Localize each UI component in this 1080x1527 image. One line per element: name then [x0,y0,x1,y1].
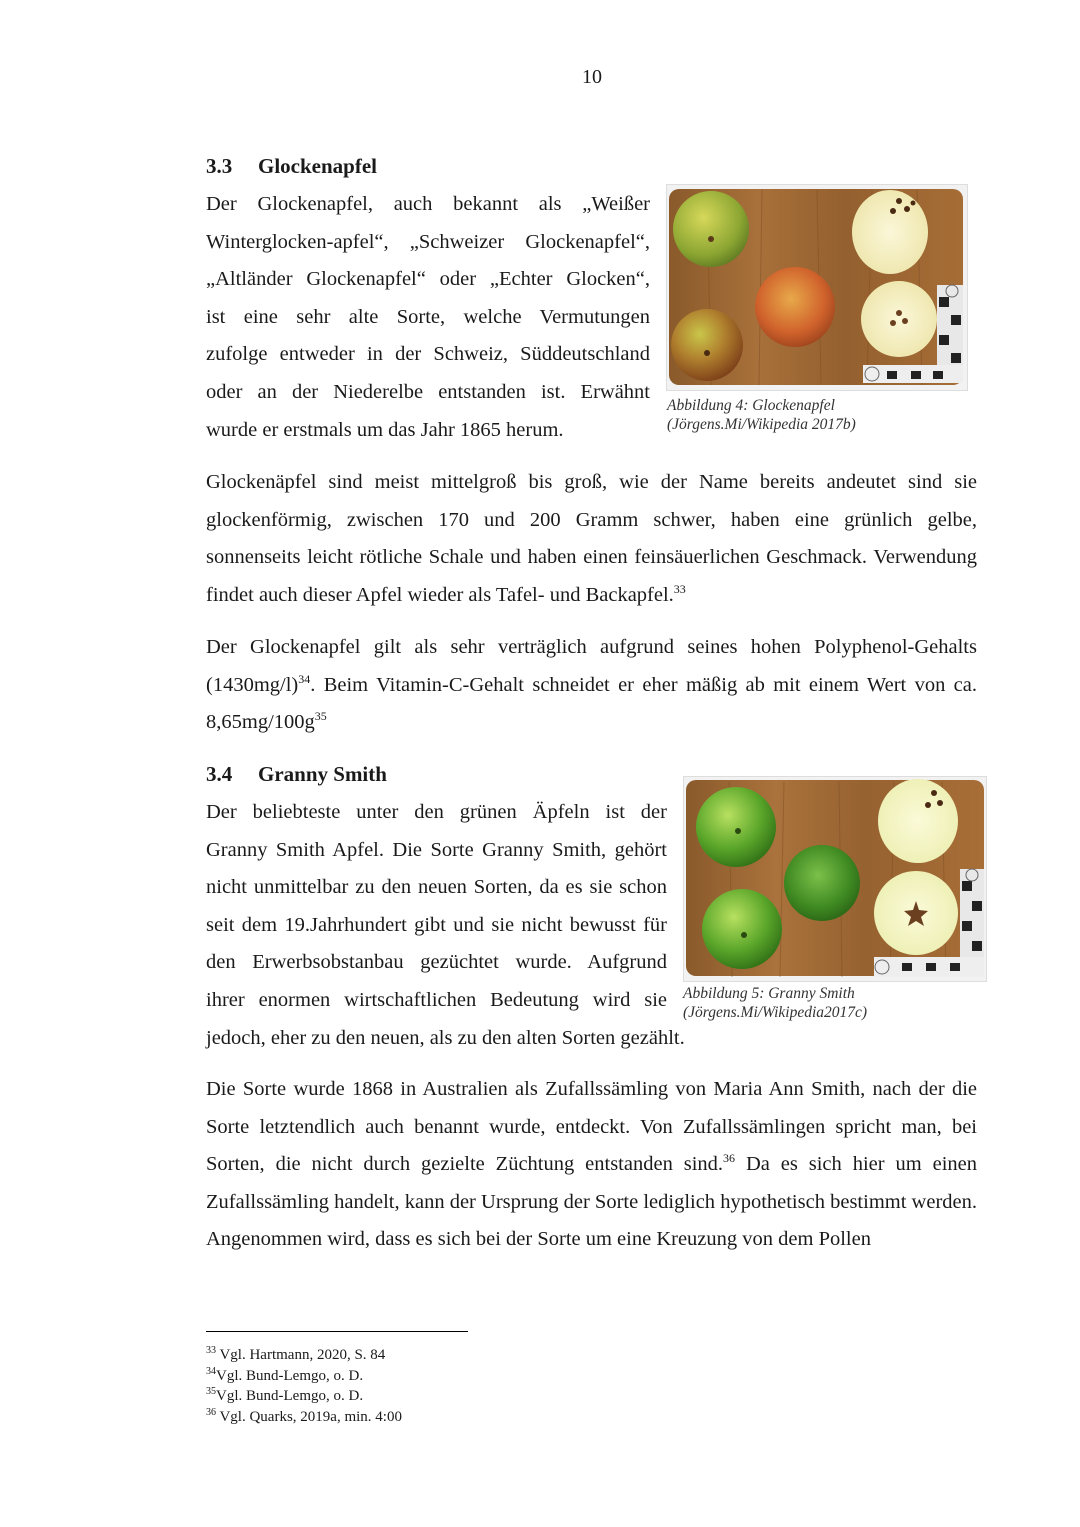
text-line: ist eine sehr alte Sorte, welche Vermutungen [206,305,650,328]
paragraph-text: . Beim Vitamin-C-Gehalt schneidet er eher mäßig ab mit einem Wert von ca. 8,65mg/100g [206,673,977,734]
paragraph-glockenapfel-description [206,464,977,614]
paragraph-glockenapfel-nutrition [206,629,977,742]
caption-title: Abbildung 4: Glockenapfel [667,397,835,414]
section-title: Glockenapfel [258,154,377,178]
text-line: ihrer enormen wirtschaftlichen Bedeutung wird sie [206,988,667,1011]
section-number: 3.4 [206,762,233,786]
footnote-text: Vgl. Hartmann, 2020, S. 84 [216,1347,386,1363]
text-line: seit dem 19.Jahrhundert gibt und sie nicht bewusst für [206,913,667,936]
figure-caption-granny-smith [683,984,867,1022]
footnotes [206,1345,402,1427]
caption-title: Abbildung 5: Granny Smith [683,985,855,1002]
text-line: oder an der Niederelbe entstanden ist. Erwähnt [206,380,650,403]
granny-smith-photo [683,776,987,982]
section-number: 3.3 [206,154,233,178]
footnote-item [206,1407,402,1428]
footnote-marker: 34 [298,671,311,686]
text-line: nicht unmittelbar zu den neuen Sorten, da es sie schon [206,876,667,899]
footnote-item [206,1366,402,1387]
footnote-item [206,1345,402,1366]
paragraph-text: Die Sorte wurde 1868 in Australien als Zufallssämling von Maria Ann Smith, nach der die Sorte letztendlich auch benannt wurde, entdeckt. Von Zufallssämlingen spricht man, bei Sorten, die nicht durch gezielte Züchtung entstanden sind. [206,1078,977,1176]
text-line: Der beliebteste unter den grünen Äpfeln ist der [206,801,667,823]
page-number: 10 [582,66,602,88]
figure-caption-glockenapfel [667,396,856,434]
footnote-marker: 33 [673,581,686,596]
intro-paragraph-glockenapfel [206,186,650,449]
text-line: „Altländer Glockenapfel“ oder „Echter Glocken“, [206,268,650,291]
footnote-separator [206,1331,468,1332]
text-line: den Erwerbsobstanbau gezüchtet wurde. Aufgrund [206,951,667,974]
footnote-text: Vgl. Bund-Lemgo, o. D. [216,1388,364,1404]
footnote-number: 35 [206,1386,216,1397]
footnote-text: Vgl. Quarks, 2019a, min. 4:00 [216,1408,402,1425]
footnote-item [206,1386,402,1407]
paragraph-text: Glockenäpfel sind meist mittelgroß bis groß, wie der Name bereits andeutet sind sie glockenförmig, zwischen 170 und 200 Gramm schwer, haben eine grünlich gelbe, sonnenseits leicht rötliche Schale und haben einen feinsäuerlichen Geschmack. Verwendung findet auch dieser Apfel wieder als Tafel- und Backapfel. [206,471,977,606]
text-line: zufolge entweder in der Schweiz, Süddeutschland [206,343,650,366]
caption-source: (Jörgens.Mi/Wikipedia2017c) [683,1004,868,1021]
footnote-number: 34 [206,1365,216,1377]
paragraph-text: Der Glockenapfel gilt als sehr verträglich aufgrund seines hohen Polyphenol-Gehalts (1430mg/l) [206,636,977,696]
caption-source: (Jörgens.Mi/Wikipedia 2017b) [667,416,856,433]
footnote-number: 36 [206,1406,216,1418]
footnote-number: 33 [206,1345,216,1356]
paragraph-granny-smith-history [206,1071,977,1259]
footnote-marker: 36 [723,1151,736,1166]
intro-paragraph-granny-smith [206,794,685,1057]
text-line: Granny Smith Apfel. Die Sorte Granny Smith, gehört [206,838,667,861]
text-line: jedoch, eher zu den neuen, als zu den alten Sorten gezählt. [206,1026,685,1049]
footnote-marker: 35 [314,709,327,724]
text-line: Der Glockenapfel, auch bekannt als „Weißer [206,193,650,215]
text-line: wurde er erstmals um das Jahr 1865 herum. [206,418,564,441]
section-heading-3-4 [206,762,387,787]
footnote-text: Vgl. Bund-Lemgo, o. D. [216,1367,364,1384]
section-heading-3-3 [206,154,377,179]
glockenapfel-photo [666,184,968,391]
paragraph-text: Da es sich hier um einen Zufallssämling handelt, kann der Ursprung der Sorte lediglich hypothetisch bestimmt werden. Angenommen wird, dass es sich bei der Sorte um eine Kreuzung von dem Pollen [206,1153,977,1251]
section-title: Granny Smith [258,762,387,786]
text-line: Winterglocken-apfel“, „Schweizer Glockenapfel“, [206,230,650,253]
